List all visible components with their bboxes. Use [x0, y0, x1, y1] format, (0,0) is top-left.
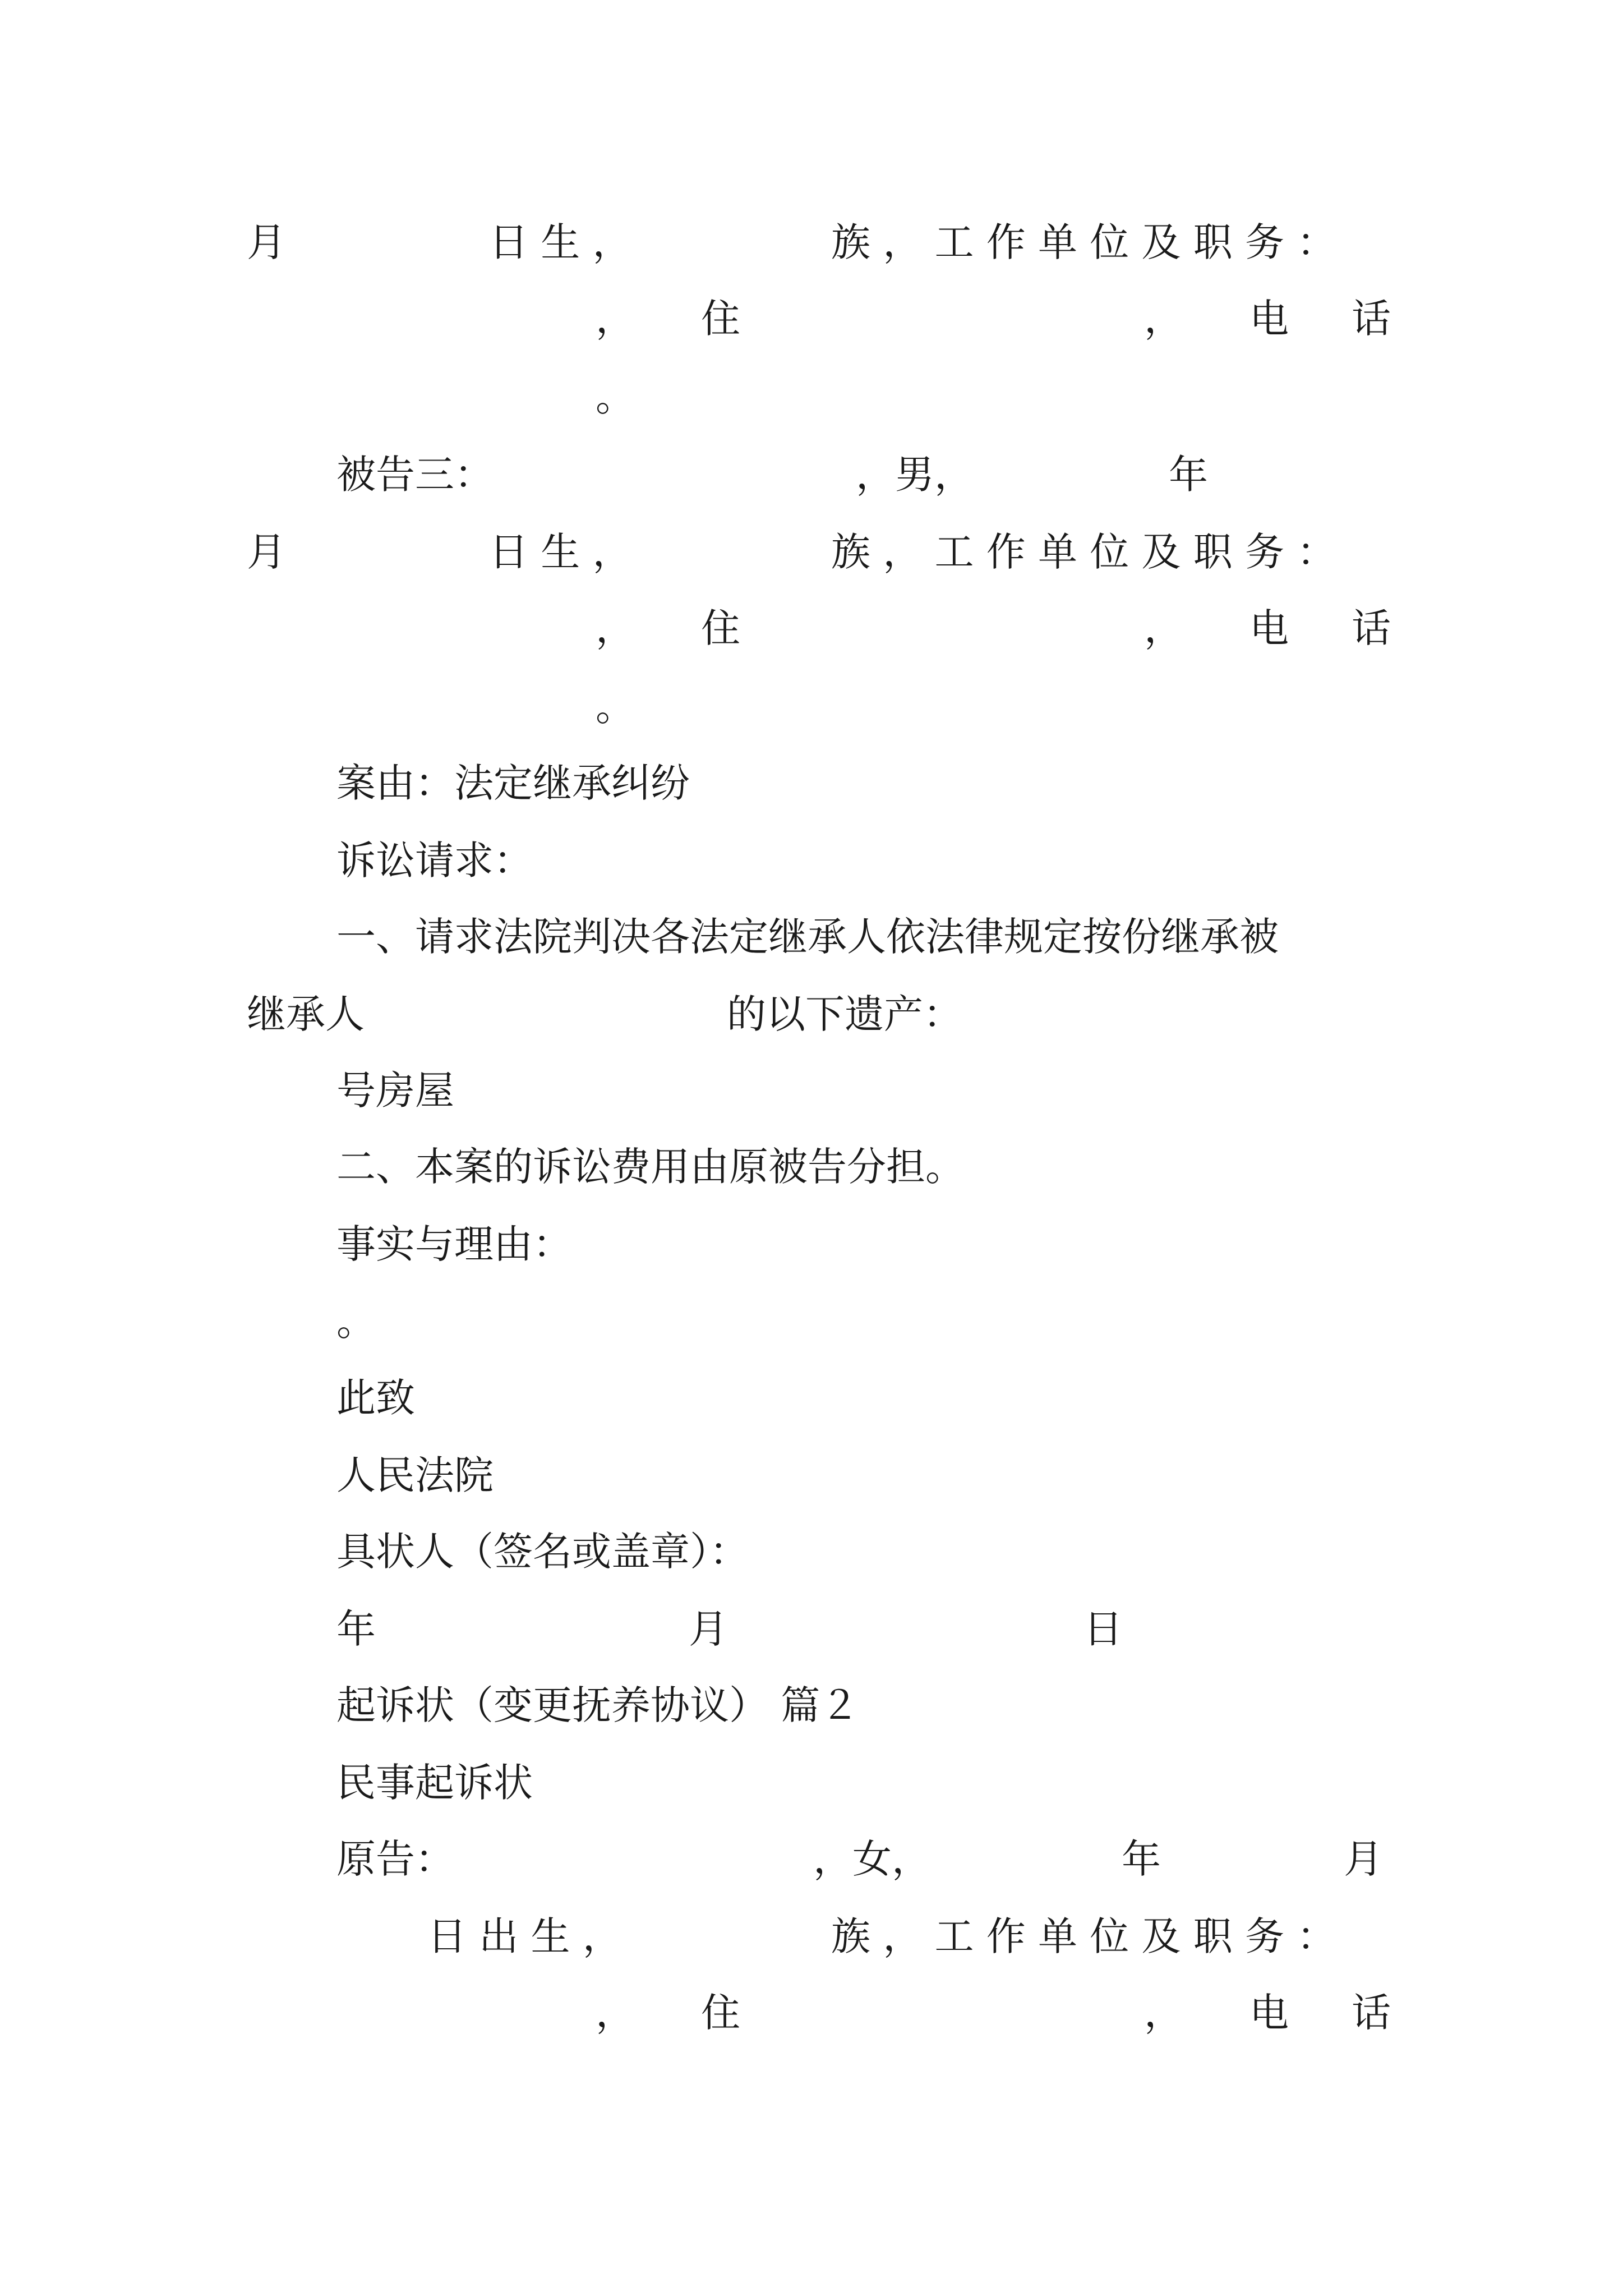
phone-label-part: 话 [1352, 605, 1391, 651]
comma-separator: ， [596, 296, 635, 342]
claim-1-estate-label: 的以下遗产： [727, 991, 962, 1037]
ethnicity-job-label: 族 ， 工 作 单 位 及 职 务 ： [831, 219, 1336, 265]
comma-separator: ， [596, 1990, 635, 2036]
claim-1-line-1: 一、请求法院判决各法定继承人依法律规定按份继承被 [336, 914, 1279, 960]
date-month-label: 月 [689, 1606, 728, 1652]
birth-day-label: 日 出 生 ， [427, 1913, 622, 1959]
claim-2: 二、本案的诉讼费用由原被告分担。 [336, 1144, 965, 1190]
residence-label: 住 [701, 605, 740, 651]
plaintiff-label: 原告： [336, 1836, 454, 1882]
claim-1-heir-label: 继承人 [247, 991, 365, 1037]
birth-day-label: 日 生 ， [489, 219, 632, 265]
period-mark: 。 [596, 374, 635, 420]
birth-day-label: 日 生 ， [489, 529, 632, 575]
comma-separator: ， [1144, 296, 1183, 342]
section-2-title: 起诉状（变更抚养协议） 篇２ [336, 1682, 860, 1728]
signature-line: 具状人（签名或盖章）： [336, 1529, 749, 1575]
phone-label-part: 电 [1249, 296, 1289, 342]
closing-salutation: 此致 [336, 1375, 415, 1421]
claim-1-house: 号房屋 [336, 1068, 454, 1114]
facts-heading: 事实与理由： [336, 1221, 572, 1267]
court-name: 人民法院 [336, 1452, 494, 1498]
claims-heading: 诉讼请求： [336, 838, 533, 884]
phone-label-part: 话 [1352, 296, 1391, 342]
birth-month-label: 月 [247, 219, 286, 265]
gender-female: ，女， [813, 1836, 931, 1882]
ethnicity-job-label: 族 ， 工 作 单 位 及 职 务 ： [831, 1913, 1336, 1959]
date-year-label: 年 [336, 1606, 376, 1652]
phone-label-part: 电 [1249, 1990, 1289, 2036]
residence-label: 住 [701, 1990, 740, 2036]
birth-year-label: 年 [1122, 1836, 1161, 1882]
phone-label-part: 电 [1249, 605, 1289, 651]
phone-label-part: 话 [1352, 1990, 1391, 2036]
case-cause: 案由：法定继承纠纷 [336, 760, 690, 806]
facts-body: 。 [336, 1299, 376, 1345]
gender-male: ，男， [856, 452, 974, 498]
defendant3-label: 被告三： [336, 452, 494, 498]
section-2-subtitle: 民事起诉状 [336, 1760, 533, 1806]
birth-month-label: 月 [1344, 1836, 1383, 1882]
ethnicity-job-label: 族 ， 工 作 单 位 及 职 务 ： [831, 529, 1336, 575]
birth-year-label: 年 [1169, 452, 1208, 498]
comma-separator: ， [596, 605, 635, 651]
date-day-label: 日 [1083, 1606, 1123, 1652]
residence-label: 住 [701, 296, 740, 342]
comma-separator: ， [1144, 1990, 1183, 2036]
comma-separator: ， [1144, 605, 1183, 651]
period-mark: 。 [596, 684, 635, 730]
birth-month-label: 月 [247, 529, 286, 575]
